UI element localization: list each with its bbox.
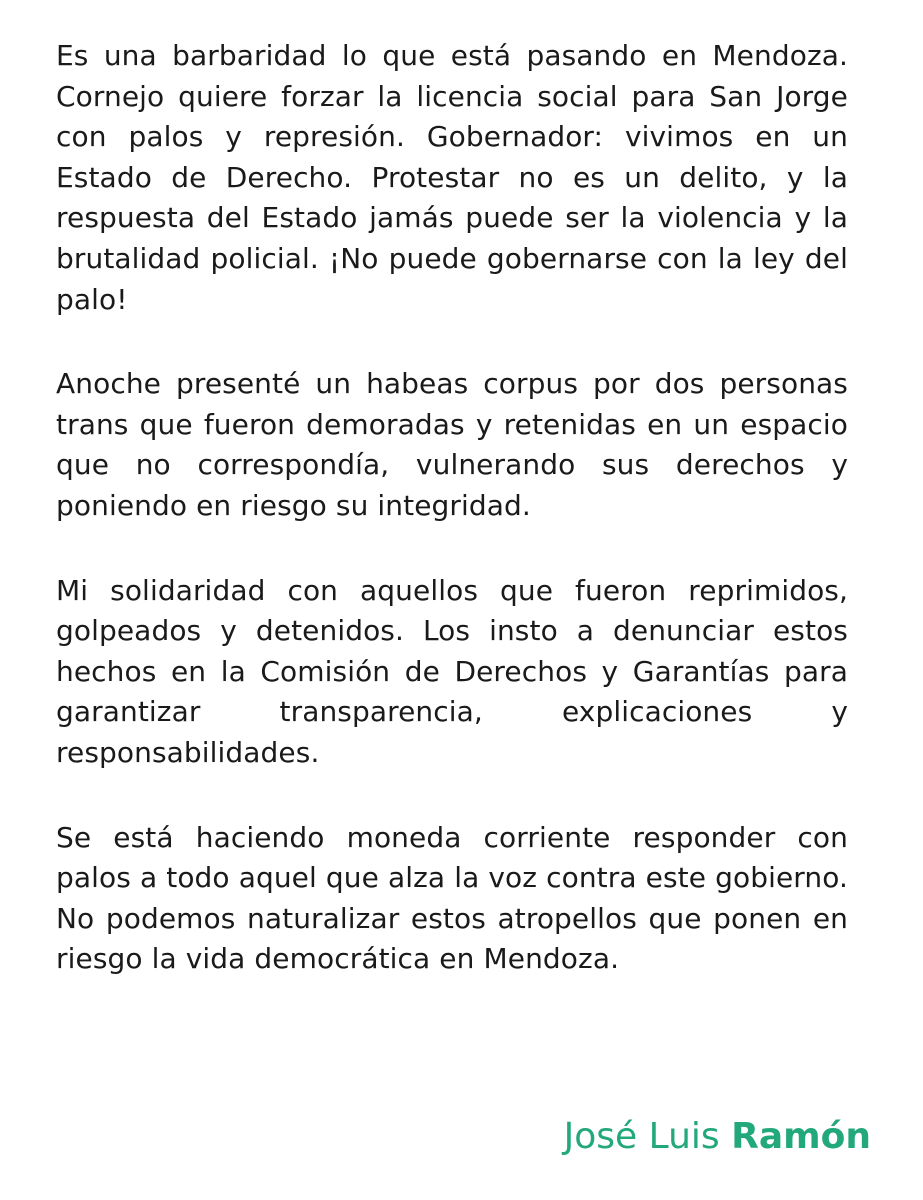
signature-last-name: Ramón [731,1116,871,1157]
statement-paragraph-2: Anoche presenté un habeas corpus por dos personas trans que fueron demoradas y retenidas en un espacio que no correspondía, vulnerando sus derechos y poniendo en riesgo su integridad. [56,367,848,522]
signature-first-names: José Luis [563,1116,720,1157]
author-signature [564,1112,871,1162]
statement-paragraph-3: Mi solidaridad con aquellos que fueron reprimidos, golpeados y detenidos. Los insto a denunciar estos hechos en la Comisión de Derechos y Garantías para garantizar transparencia, explicaciones y responsabilidades. [56,573,848,769]
statement-body [56,36,848,1024]
statement-paragraph-1: Es una barbaridad lo que está pasando en Mendoza. Cornejo quiere forzar la licencia social para San Jorge con palos y represión. Gobernador: vivimos en un Estado de Derecho. Protestar no es un delito, y la respuesta del Estado jamás puede ser la violencia y la brutalidad policial. ¡No puede gobernarse con la ley del palo! [56,39,848,316]
statement-paragraph-4: Se está haciendo moneda corriente responder con palos a todo aquel que alza la voz contra este gobierno. No podemos naturalizar estos atropellos que ponen en riesgo la vida democrática en Mendoza. [56,820,848,976]
